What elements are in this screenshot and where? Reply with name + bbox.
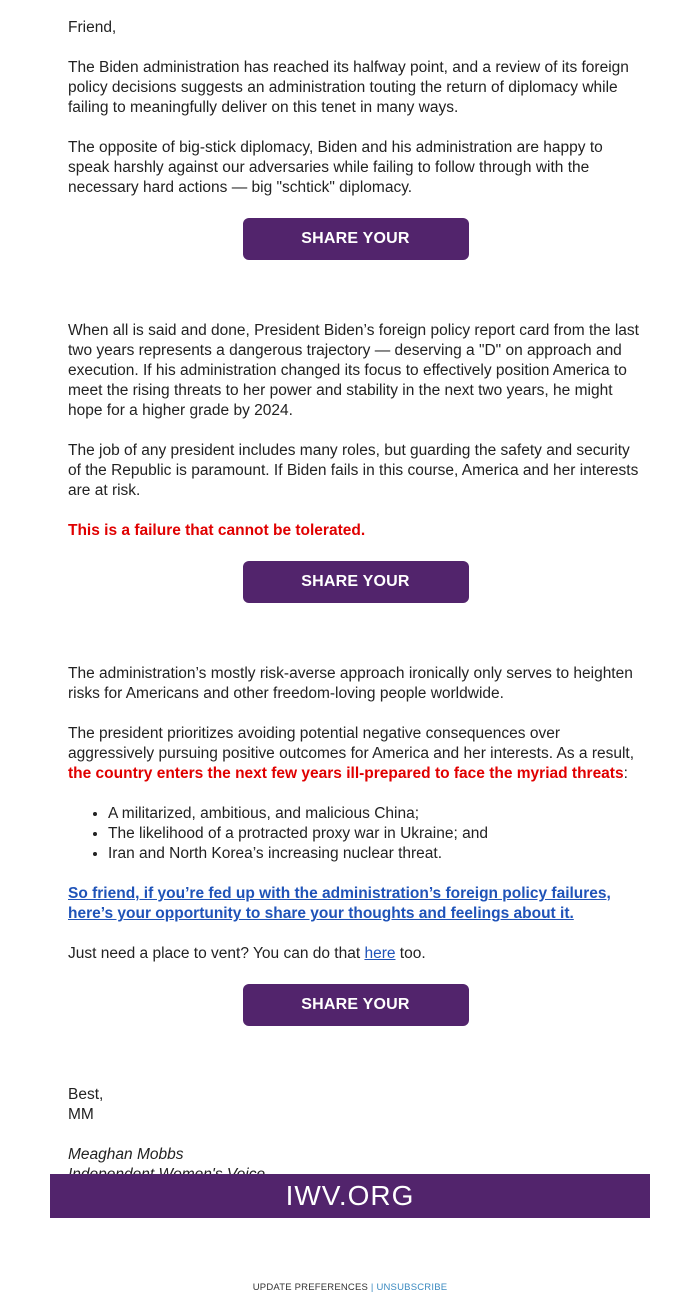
footer-brand-banner[interactable]: IWV.ORG xyxy=(50,1174,650,1218)
failure-statement: This is a failure that cannot be tolerated. xyxy=(68,522,366,539)
vent-here-link[interactable]: here xyxy=(364,945,396,962)
list-item: • Iran and North Korea’s increasing nuclear threat. xyxy=(108,844,643,864)
cta-wrap-1 xyxy=(68,218,643,291)
author-name: Meaghan Mobbs xyxy=(68,1146,184,1163)
paragraph-intro: The Biden administration has reached its halfway point, and a review of its foreign policy decisions suggests an administration touting the return of diplomacy while failing to meaningfully deliver on this tenet in many ways. xyxy=(68,59,629,116)
share-thoughts-link[interactable]: So friend, if you’re fed up with the administration’s foreign policy failures, here’s your opportunity to share your thoughts and feelings about it. xyxy=(68,885,611,922)
greeting: Friend, xyxy=(68,19,117,36)
unsubscribe-link[interactable]: UNSUBSCRIBE xyxy=(376,1282,448,1293)
footer-links xyxy=(0,1282,700,1293)
share-thoughts-button-1[interactable]: SHARE YOUR THOUGHTS xyxy=(243,218,469,260)
email-content xyxy=(68,18,643,1205)
initials: MM xyxy=(68,1106,94,1123)
share-thoughts-button-2[interactable]: SHARE YOUR THOUGHTS xyxy=(243,561,469,603)
update-preferences-link[interactable]: UPDATE PREFERENCES xyxy=(252,1282,369,1293)
paragraph-priorities xyxy=(68,724,643,784)
cta-wrap-3 xyxy=(68,984,643,1057)
signoff: Best, xyxy=(68,1086,104,1103)
priorities-colon: : xyxy=(623,765,628,782)
paragraph-president-role: The job of any president includes many roles, but guarding the safety and security of the Republic is paramount. If Biden fails in this course, America and her interests are at risk. xyxy=(68,442,639,499)
paragraph-schtick: The opposite of big-stick diplomacy, Biden and his administration are happy to speak harshly against our adversaries while failing to follow through with the necessary hard actions — big "schtick" diplomacy. xyxy=(68,139,603,196)
threats-highlight: the country enters the next few years ill-prepared to face the myriad threats xyxy=(68,765,624,782)
footer-separator: | xyxy=(370,1282,374,1293)
share-link-paragraph xyxy=(68,884,643,924)
vent-text: Just need a place to vent? You can do that xyxy=(68,945,365,962)
signoff-block xyxy=(68,1085,643,1125)
priorities-text: The president prioritizes avoiding potential negative consequences over aggressively pursuing positive outcomes for America and her interests. As a result, xyxy=(68,725,635,762)
paragraph-report-card: When all is said and done, President Biden’s foreign policy report card from the last two years represents a dangerous trajectory — deserving a "D" on approach and execution. If his administration changed its focus to effectively position America to meet the rising threats to her power and stability in the next two years, he might hope for a higher grade by 2024. xyxy=(68,322,639,419)
paragraph-risk-averse: The administration’s mostly risk-averse approach ironically only serves to heighten risks for Americans and other freedom-loving people worldwide. xyxy=(68,665,633,702)
list-item: • A militarized, ambitious, and malicious China; xyxy=(108,804,643,824)
vent-text-end: too. xyxy=(395,945,426,962)
list-item: • The likelihood of a protracted proxy war in Ukraine; and xyxy=(108,824,643,844)
cta-wrap-2 xyxy=(68,561,643,634)
share-thoughts-button-3[interactable]: SHARE YOUR THOUGHTS xyxy=(243,984,469,1026)
vent-paragraph xyxy=(68,944,643,964)
threat-list xyxy=(68,804,643,864)
